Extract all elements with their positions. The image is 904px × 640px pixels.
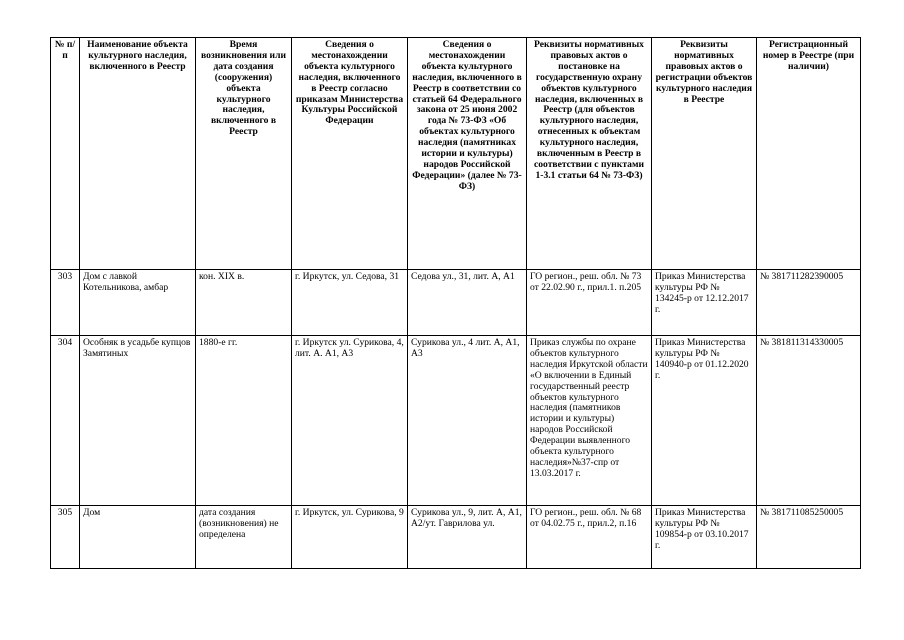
table-row <box>51 506 861 569</box>
table-row <box>51 270 861 336</box>
object-name-cell: Дом <box>80 506 196 569</box>
protection-acts-cell: ГО регион., реш. обл. № 73 от 22.02.90 г., прил.1. п.205 <box>527 270 652 336</box>
registration-order-cell: Приказ Министерства культуры РФ № 134245-р от 12.12.2017 г. <box>652 270 757 336</box>
table-header-row <box>51 38 861 270</box>
protection-acts-cell: Приказ службы по охране объектов культурного наследия Иркутской области «О включении в Единый государственный реестр объектов культурного наследия (памятников истории и культуры) народов Российской Федерации выявленного объекта культурного наследия»№37-спр от 13.03.2017 г. <box>527 336 652 506</box>
location-order-cell: г. Иркутск ул. Сурикова, 4, лит. А. А1, А3 <box>292 336 408 506</box>
header-registration-acts: Реквизиты нормативных правовых актов о регистрации объектов культурного наследия в Реестре <box>652 38 757 270</box>
protection-acts-cell: ГО регион., реш. обл. № 68 от 04.02.75 г., прил.2, п.16 <box>527 506 652 569</box>
registration-order-cell: Приказ Министерства культуры РФ № 109854-р от 03.10.2017 г. <box>652 506 757 569</box>
location-order-cell: г. Иркутск, ул. Седова, 31 <box>292 270 408 336</box>
header-reg-number: Регистрационный номер в Реестре (при наличии) <box>757 38 861 270</box>
creation-date-cell: кон. XIX в. <box>196 270 292 336</box>
location-law-cell: Сурикова ул., 9, лит. А, А1, А2/ут. Гаврилова ул. <box>408 506 527 569</box>
row-number-cell: 304 <box>51 336 80 506</box>
location-law-cell: Седова ул., 31, лит. А, А1 <box>408 270 527 336</box>
location-order-cell: г. Иркутск, ул. Сурикова, 9 <box>292 506 408 569</box>
object-name-cell: Особняк в усадьбе купцов Замятиных <box>80 336 196 506</box>
header-location-order: Сведения о местонахождении объекта культурного наследия, включенного в Реестр согласно приказам Министерства Культуры Российской Федерации <box>292 38 408 270</box>
header-location-law: Сведения о местонахождении объекта культурного наследия, включенного в Реестр в соответствии со статьей 64 Федерального закона от 25 июня 2002 года № 73-ФЗ «Об объектах культурного наследия (памятниках истории и культуры) народов Российской Федерации» (далее № 73-ФЗ) <box>408 38 527 270</box>
heritage-registry-table <box>50 37 861 569</box>
header-name: Наименование объекта культурного наследия, включенного в Реестр <box>80 38 196 270</box>
creation-date-cell: 1880-е гг. <box>196 336 292 506</box>
row-number-cell: 303 <box>51 270 80 336</box>
header-date: Время возникновения или дата создания (сооружения) объекта культурного наследия, включенного в Реестр <box>196 38 292 270</box>
location-law-cell: Сурикова ул., 4 лит. А, А1, А3 <box>408 336 527 506</box>
header-protection-acts: Реквизиты нормативных правовых актов о постановке на государственную охрану объектов культурного наследия, включенных в Реестр (для объектов культурного наследия, отнесенных к объектам культурного наследия, включенным в Реестр в соответствии с пунктами 1-3.1 статьи 64 № 73-ФЗ) <box>527 38 652 270</box>
table-row <box>51 336 861 506</box>
reg-number-cell: № 381711085250005 <box>757 506 861 569</box>
reg-number-cell: № 381811314330005 <box>757 336 861 506</box>
header-number: № п/п <box>51 38 80 270</box>
registration-order-cell: Приказ Министерства культуры РФ № 140940-р от 01.12.2020 г. <box>652 336 757 506</box>
object-name-cell: Дом с лавкой Котельникова, амбар <box>80 270 196 336</box>
creation-date-cell: дата создания (возникновения) не определена <box>196 506 292 569</box>
row-number-cell: 305 <box>51 506 80 569</box>
reg-number-cell: № 381711282390005 <box>757 270 861 336</box>
